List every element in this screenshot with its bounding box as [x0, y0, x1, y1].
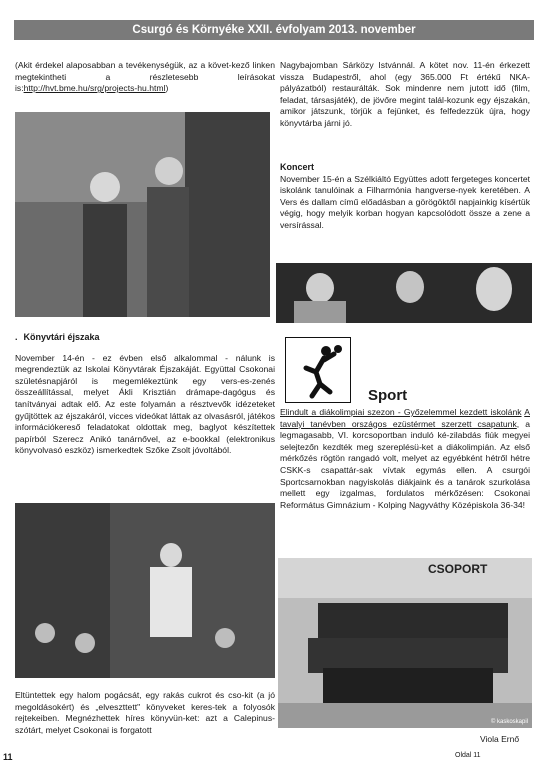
- photo-students-walking: [15, 112, 270, 317]
- left-bottom-paragraph: Eltüntettek egy halom pogácsát, egy rakás cukrot és cso-kit (a jó megoldásokért) és „elveszttett" könyveket keres-tek a folyosók rejtekeiben. Megnézhettek híres könyvün-ket: azt a Calepinus-szótárt, melyet Csokonai is forgatott: [15, 690, 275, 735]
- section-bullet: .: [15, 332, 18, 342]
- header-title: Csurgó és Környéke XXII. évfolyam 2013. november: [132, 24, 416, 36]
- handball-logo: [285, 337, 351, 403]
- project-link[interactable]: http://hvt.bme.hu/srg/projects-hu.html: [23, 83, 166, 94]
- konyvtari-section: [15, 332, 275, 457]
- sport-section: [280, 407, 530, 511]
- page-number-label: [455, 752, 481, 759]
- sport-text: , a legmagasabb, VI. korcsoportban induló ké-zilabdás fiúk megyei selejtezőn kezdték meg szereplésü-ket a diákolimpián. Az első mérkőzés rögtön rangadó volt, melyet az egyébként hétről hétre CSKK-s csapattár-sak vívtak egymás ellen. A csurgói Sportcsarnokban nagyiskolás diákjaink és a tanárok szurkolása mellett egy izgalmas, fordulatos mérkőzésen: Csokonai Református Gimnázium - Kolping Nagyváthy Középiskola 36-34!: [280, 418, 530, 510]
- sport-heading: Sport: [368, 387, 408, 404]
- sport-link-2[interactable]: A tavalyi tanévben országos ezüstérmet szerzett csapatunk: [280, 407, 530, 429]
- intro-text: (Akit érdekel alaposabban a tevékenységük, az a követ-kező linken megtekintheti a részletesebb leírásokat is:: [15, 60, 275, 94]
- photo-handball-team: [278, 558, 532, 728]
- handball-player-icon: [286, 338, 350, 402]
- intro-close: ): [165, 83, 169, 94]
- corner-page-number: [3, 752, 13, 762]
- right-top-text: [280, 60, 530, 130]
- author-signature: Viola Ernő: [480, 734, 520, 744]
- sport-link-1[interactable]: Elindult a diákolimpiai szezon - Győzelemmel kezdett iskolánk: [280, 407, 522, 417]
- koncert-section: [280, 162, 530, 232]
- right-top-paragraph: Nagybajomban Sárközy Istvánnál. A kötet nov. 11-én érkezett vissza Budapestről, ahol (egy 365.000 Ft értékű NKA-pályázatból) restaurálták. Sok mindenre nem jutott idő (film, feladat, társasjáték), de jövőre megint talál-kozunk egy éjszakán, amikor játszunk, törjük a fejünket, és felfedezzük újra, hogy könyvtárba járni jó.: [280, 60, 530, 128]
- photo-credit: © kaskoskapil: [490, 719, 528, 725]
- left-bottom-text: [15, 690, 275, 736]
- konyvtari-heading: Könyvtári éjszaka: [23, 332, 100, 342]
- photo-concert-strip: [276, 263, 532, 323]
- page-number: 11: [473, 752, 481, 759]
- page-header: [14, 20, 534, 40]
- page-label: Oldal: [455, 752, 472, 759]
- koncert-text: November 15-én a Szélkiáltó Együttes adott fergeteges koncertet iskolánk tanulóinak a Filharmónia hangverse-nyek keretében. A Vers és dallam című előadásban a görögöktől napjainkig kísértük végig, hogy melyik korban hogyan kapcsolódott össze a zene a versírással.: [280, 173, 530, 230]
- banner-text: CSOPORT: [428, 562, 488, 576]
- corner-number: 11: [3, 752, 13, 762]
- photo-library-event: [15, 503, 275, 678]
- left-top-text: [15, 60, 275, 95]
- koncert-heading: Koncert: [280, 162, 315, 172]
- konyvtari-text: November 14-én - ez évben első alkalommal - nálunk is megrendeztük az Iskolai Könyvtárak Éjszakáját. Együttal Csokonai születésnapjáról is megemlékeztünk egy vers-es-zenés összeállítással, melyet Ákli Krisztián drámape-dagógus és tanítványai adtak elő. Az este folyamán a résztvevők idézeteket gyűjtöttek az éjszakáról, vicces videókat láttak az olvasásról, játékos információkereső feladatokat oldottak meg, baglyot készítettek papírból Szerecz Anikó tanárnővel, az e-bookkal (elektronikus könyvolvasó eszköz) ismerkedtek Szőke Zsolt jóvoltából.: [15, 352, 275, 456]
